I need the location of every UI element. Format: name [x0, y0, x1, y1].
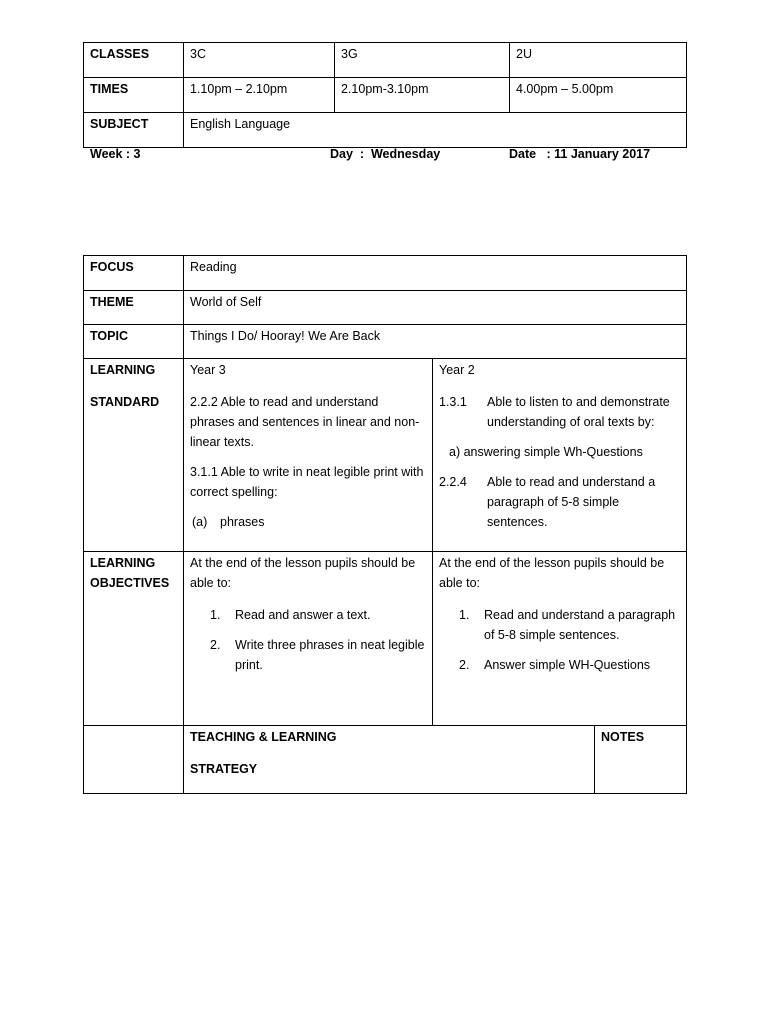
- theme-label: THEME: [84, 291, 184, 325]
- year2-standard-2: [439, 472, 680, 532]
- list-item-text: phrases: [220, 515, 265, 529]
- list-item-number: 1.: [210, 608, 221, 622]
- class-cell: 3C: [184, 43, 335, 78]
- year2-standard-1-item: a) answering simple Wh-Questions: [449, 445, 643, 459]
- year3-standard-2-item: [192, 512, 426, 532]
- learning-objectives-label: [84, 552, 184, 726]
- learning-objectives-label-line1: LEARNING: [90, 556, 156, 570]
- topic-label: TOPIC: [84, 325, 184, 359]
- standard-text: Able to listen to and demonstrate understanding of oral texts by:: [487, 395, 670, 429]
- subject-value: English Language: [184, 113, 687, 148]
- classes-row: [84, 43, 687, 78]
- list-item: [210, 635, 426, 675]
- classes-label: CLASSES: [84, 43, 184, 78]
- learning-standard-label-line2: STANDARD: [90, 395, 160, 409]
- year3-standard-cell: [184, 359, 433, 552]
- topic-value: Things I Do/ Hooray! We Are Back: [184, 325, 687, 359]
- learning-standard-label-line1: LEARNING: [90, 363, 156, 377]
- date-text: Date : 11 January 2017: [509, 147, 651, 161]
- list-item-number: 2.: [210, 638, 221, 652]
- list-item: [459, 655, 680, 675]
- list-item-number: 1.: [459, 608, 470, 622]
- year2-heading: Year 2: [439, 363, 475, 377]
- class-cell: 2U: [510, 43, 687, 78]
- list-item-number: (a): [192, 515, 208, 529]
- schedule-table: [83, 42, 687, 148]
- subject-row: [84, 113, 687, 148]
- learning-objectives-row: [84, 552, 687, 726]
- learning-standard-row: [84, 359, 687, 552]
- day-text: Day : Wednesday: [330, 147, 441, 161]
- standard-text: Able to read and understand a paragraph of 5-8 simple sentences.: [487, 475, 656, 529]
- focus-label: FOCUS: [84, 256, 184, 291]
- year2-standard-1: [439, 392, 680, 432]
- list-item-number: 2.: [459, 658, 470, 672]
- theme-row: [84, 291, 687, 325]
- year2-standard-cell: [433, 359, 687, 552]
- list-item: [210, 605, 426, 625]
- time-cell: 2.10pm-3.10pm: [335, 78, 510, 113]
- list-item-text: Read and understand a paragraph of 5-8 simple sentences.: [484, 608, 676, 642]
- learning-objectives-label-line2: OBJECTIVES: [90, 576, 170, 590]
- list-item-text: Write three phrases in neat legible print.: [235, 638, 425, 672]
- year3-heading: Year 3: [190, 363, 226, 377]
- objectives-intro: At the end of the lesson pupils should be able to:: [190, 556, 416, 590]
- times-row: [84, 78, 687, 113]
- class-cell: 3G: [335, 43, 510, 78]
- list-item: [459, 605, 680, 645]
- list-item-text: Answer simple WH-Questions: [484, 658, 651, 672]
- strategy-label: [184, 726, 595, 794]
- subject-label: SUBJECT: [84, 113, 184, 148]
- theme-value: World of Self: [184, 291, 687, 325]
- year3-objectives-cell: [184, 552, 433, 726]
- week-day-date-line: [90, 144, 690, 164]
- year2-objectives-cell: [433, 552, 687, 726]
- lesson-plan-table: [83, 255, 687, 794]
- strategy-row: [84, 726, 687, 794]
- notes-label: NOTES: [595, 726, 687, 794]
- time-cell: 4.00pm – 5.00pm: [510, 78, 687, 113]
- time-cell: 1.10pm – 2.10pm: [184, 78, 335, 113]
- learning-standard-label: [84, 359, 184, 552]
- topic-row: [84, 325, 687, 359]
- week-text: Week : 3: [90, 147, 141, 161]
- year3-standard-1: 2.2.2 Able to read and understand phrases and sentences in linear and non-linear texts.: [190, 395, 420, 449]
- strategy-label-line1: TEACHING & LEARNING: [190, 730, 337, 744]
- focus-value: Reading: [184, 256, 687, 291]
- strategy-label-line2: STRATEGY: [190, 762, 258, 776]
- strategy-empty-cell: [84, 726, 184, 794]
- year3-standard-2: 3.1.1 Able to write in neat legible print with correct spelling:: [190, 465, 424, 499]
- times-label: TIMES: [84, 78, 184, 113]
- objectives-intro: At the end of the lesson pupils should be able to:: [439, 556, 665, 590]
- focus-row: [84, 256, 687, 291]
- standard-code: 1.3.1: [439, 395, 467, 409]
- standard-code: 2.2.4: [439, 475, 467, 489]
- list-item-text: Read and answer a text.: [235, 608, 371, 622]
